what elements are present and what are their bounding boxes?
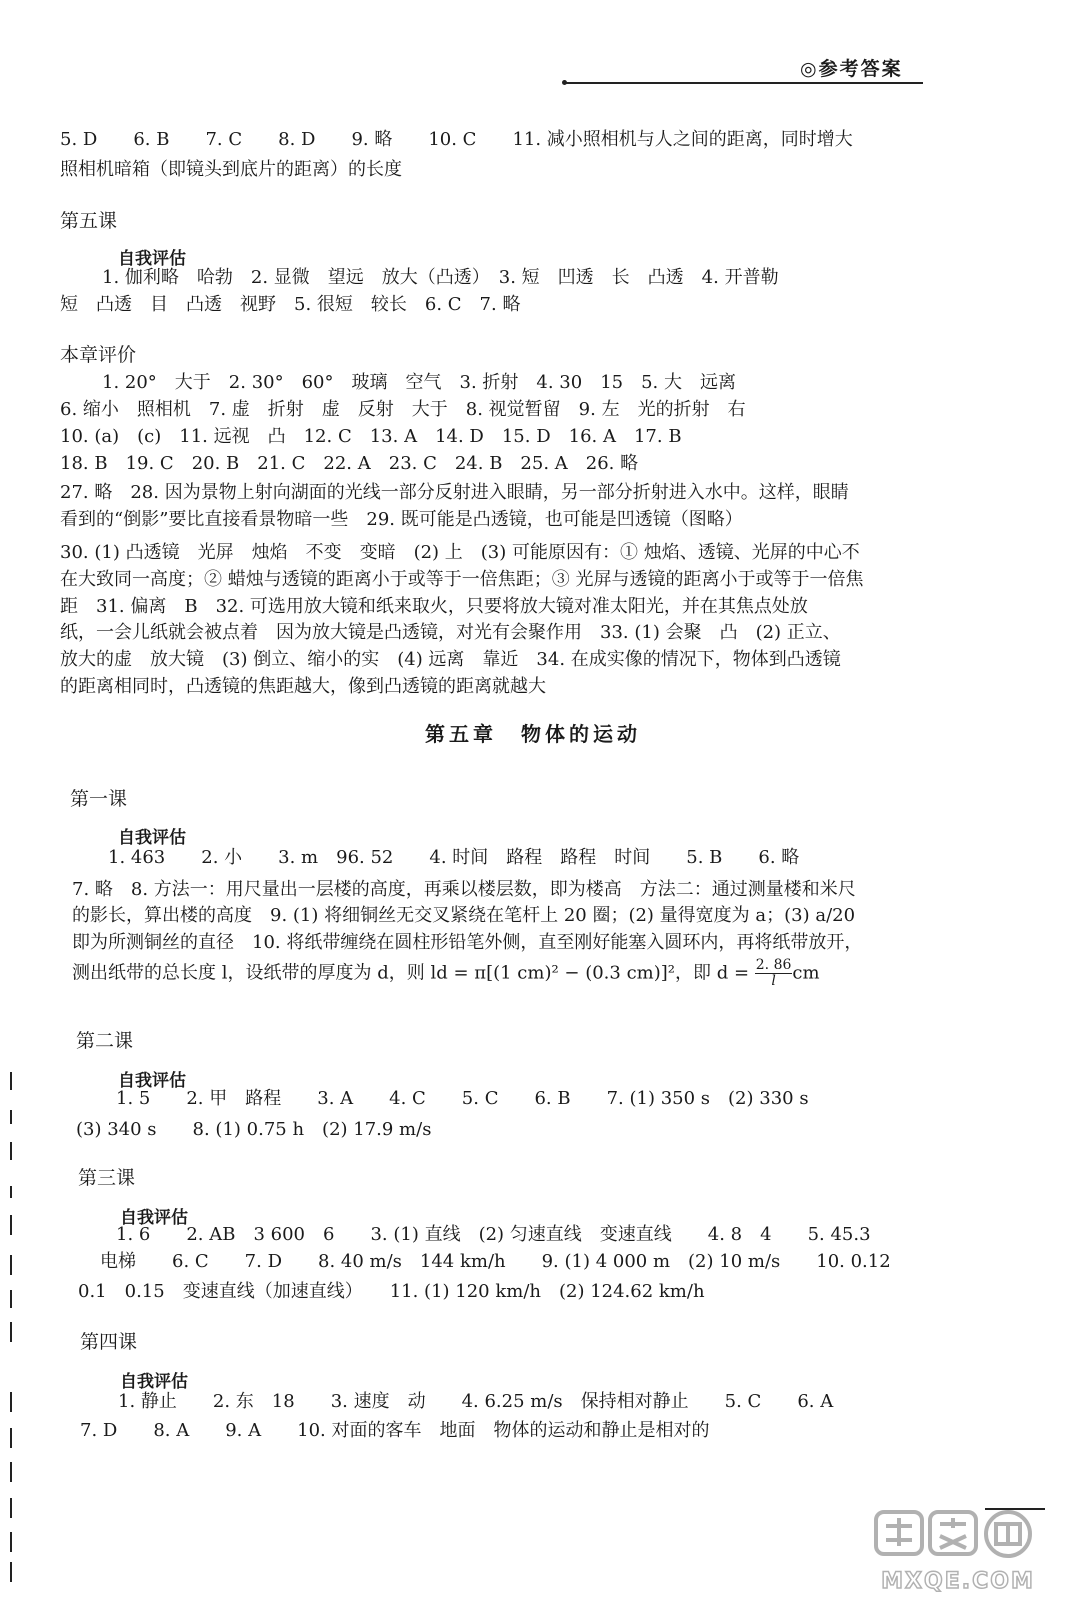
answer-line: 即为所测铜丝的直径 10. 将纸带缠绕在圆柱形铅笔外侧，直至刚好能塞入圆环内，再将纸带放开， <box>72 932 863 953</box>
watermark-logo <box>868 1506 1048 1596</box>
section-heading: 第二课 <box>76 1030 134 1052</box>
section-heading: 第四课 <box>80 1331 138 1353</box>
answer-line: 6. 缩小 照相机 7. 虚 折射 虚 反射 大于 8. 视觉暂留 9. 左 光的折射 右 <box>60 399 746 420</box>
margin-mark <box>10 1322 12 1342</box>
chapter-title: 第五章 物体的运动 <box>425 722 641 746</box>
answer-line: 1. 伽利略 哈勃 2. 显微 望远 放大（凸透） 3. 短 凹透 长 凸透 4. 开普勒 <box>102 267 779 288</box>
section-subheading: 自我评估 <box>120 1208 188 1228</box>
answer-line: 1. 20° 大于 2. 30° 60° 玻璃 空气 3. 折射 4. 30 15 5. 大 远离 <box>102 372 736 393</box>
margin-mark <box>10 1392 12 1412</box>
margin-mark <box>10 1498 12 1518</box>
section-subheading: 自我评估 <box>120 1372 188 1392</box>
page-header-rule <box>565 82 923 84</box>
svg-text:MXQE.COM: MXQE.COM <box>881 1569 1035 1594</box>
answer-line: 7. D 8. A 9. A 10. 对面的客车 地面 物体的运动和静止是相对的 <box>80 1420 710 1441</box>
answer-line: 纸，一会儿纸就会被点着 因为放大镜是凸透镜，对光有会聚作用 33. (1) 会聚 凸 (2) 正立、 <box>60 622 841 643</box>
formula-text: 测出纸带的总长度 l，设纸带的厚度为 d，则 ld = π[(1 cm)² − (0.3 cm)]²，即 d = <box>72 962 755 984</box>
answer-line: 看到的“倒影”要比直接看景物暗一些 29. 既可能是凸透镜，也可能是凹透镜（图略） <box>60 509 743 530</box>
section-heading: 本章评价 <box>60 344 137 366</box>
section-subheading: 自我评估 <box>118 249 186 269</box>
section-subheading: 自我评估 <box>118 828 186 848</box>
answer-line: 1. 5 2. 甲 路程 3. A 4. C 5. C 6. B 7. (1) 350 s (2) 330 s <box>116 1088 809 1109</box>
section-heading: 第一课 <box>70 788 128 810</box>
margin-mark <box>10 1462 12 1482</box>
formula-line <box>72 958 820 989</box>
formula-unit: cm <box>792 962 820 984</box>
answer-line: 在大致同一高度；② 蜡烛与透镜的距离小于或等于一倍焦距；③ 光屏与透镜的距离小于或等于一倍焦 <box>60 569 864 590</box>
answer-line: 短 凸透 目 凸透 视野 5. 很短 较长 6. C 7. 略 <box>60 294 521 315</box>
answer-line: 放大的虚 放大镜 (3) 倒立、缩小的实 (4) 远离 靠近 34. 在成实像的情况下，物体到凸透镜 <box>60 649 841 670</box>
section-subheading: 自我评估 <box>118 1071 186 1091</box>
answer-line: 照相机暗箱（即镜头到底片的距离）的长度 <box>60 159 402 180</box>
answer-line: 10. (a) (c) 11. 远视 凸 12. C 13. A 14. D 15. D 16. A 17. B <box>60 426 682 447</box>
answer-line: 30. (1) 凸透镜 光屏 烛焰 不变 变暗 (2) 上 (3) 可能原因有：① 烛焰、透镜、光屏的中心不 <box>60 542 860 563</box>
margin-mark <box>10 1428 12 1448</box>
section-heading: 第五课 <box>60 210 118 232</box>
margin-mark <box>10 1562 12 1582</box>
answer-line: 27. 略 28. 因为景物上射向湖面的光线一部分反射进入眼睛，另一部分折射进入水中。这样，眼睛 <box>60 482 849 503</box>
fraction <box>755 958 793 989</box>
answer-line: 的影长，算出楼的高度 9. (1) 将细铜丝无交叉紧绕在笔杆上 20 圈；(2) 量得宽度为 a；(3) a/20 <box>72 905 856 926</box>
answer-line: 1. 静止 2. 东 18 3. 速度 动 4. 6.25 m/s 保持相对静止 5. C 6. A <box>118 1391 834 1412</box>
margin-mark <box>10 1290 12 1308</box>
margin-mark <box>10 1186 12 1198</box>
answer-line: 的距离相同时，凸透镜的焦距越大，像到凸透镜的距离就越大 <box>60 676 546 697</box>
answer-line: 1. 6 2. AB 3 600 6 3. (1) 直线 (2) 匀速直线 变速直线 4. 8 4 5. 45.3 <box>116 1224 871 1245</box>
page-header-title: ◎参考答案 <box>800 58 903 80</box>
answer-line: 5. D 6. B 7. C 8. D 9. 略 10. C 11. 减小照相机与人之间的距离，同时增大 <box>60 129 853 150</box>
answer-line: (3) 340 s 8. (1) 0.75 h (2) 17.9 m/s <box>76 1119 432 1140</box>
answer-line: 7. 略 8. 方法一：用尺量出一层楼的高度，再乘以楼层数，即为楼高 方法二：通过测量楼和米尺 <box>72 879 856 900</box>
answer-line: 电梯 6. C 7. D 8. 40 m/s 144 km/h 9. (1) 4 000 m (2) 10 m/s 10. 0.12 <box>100 1251 891 1272</box>
margin-mark <box>10 1532 12 1552</box>
fraction-denominator: l <box>771 973 776 989</box>
fraction-numerator: 2. 86 <box>755 957 792 973</box>
margin-mark <box>10 1142 12 1160</box>
answer-line: 1. 463 2. 小 3. m 96. 52 4. 时间 路程 路程 时间 5. B 6. 略 <box>108 847 800 868</box>
margin-mark <box>10 1110 12 1124</box>
answer-line: 0.1 0.15 变速直线（加速直线） 11. (1) 120 km/h (2) 124.62 km/h <box>78 1281 705 1302</box>
answer-line: 距 31. 偏离 B 32. 可选用放大镜和纸来取火，只要将放大镜对准太阳光，并在其焦点处放 <box>60 596 808 617</box>
margin-mark <box>10 1072 12 1090</box>
answer-line: 18. B 19. C 20. B 21. C 22. A 23. C 24. B 25. A 26. 略 <box>60 453 639 474</box>
section-heading: 第三课 <box>78 1167 136 1189</box>
margin-mark <box>10 1215 12 1235</box>
margin-mark <box>10 1255 12 1275</box>
